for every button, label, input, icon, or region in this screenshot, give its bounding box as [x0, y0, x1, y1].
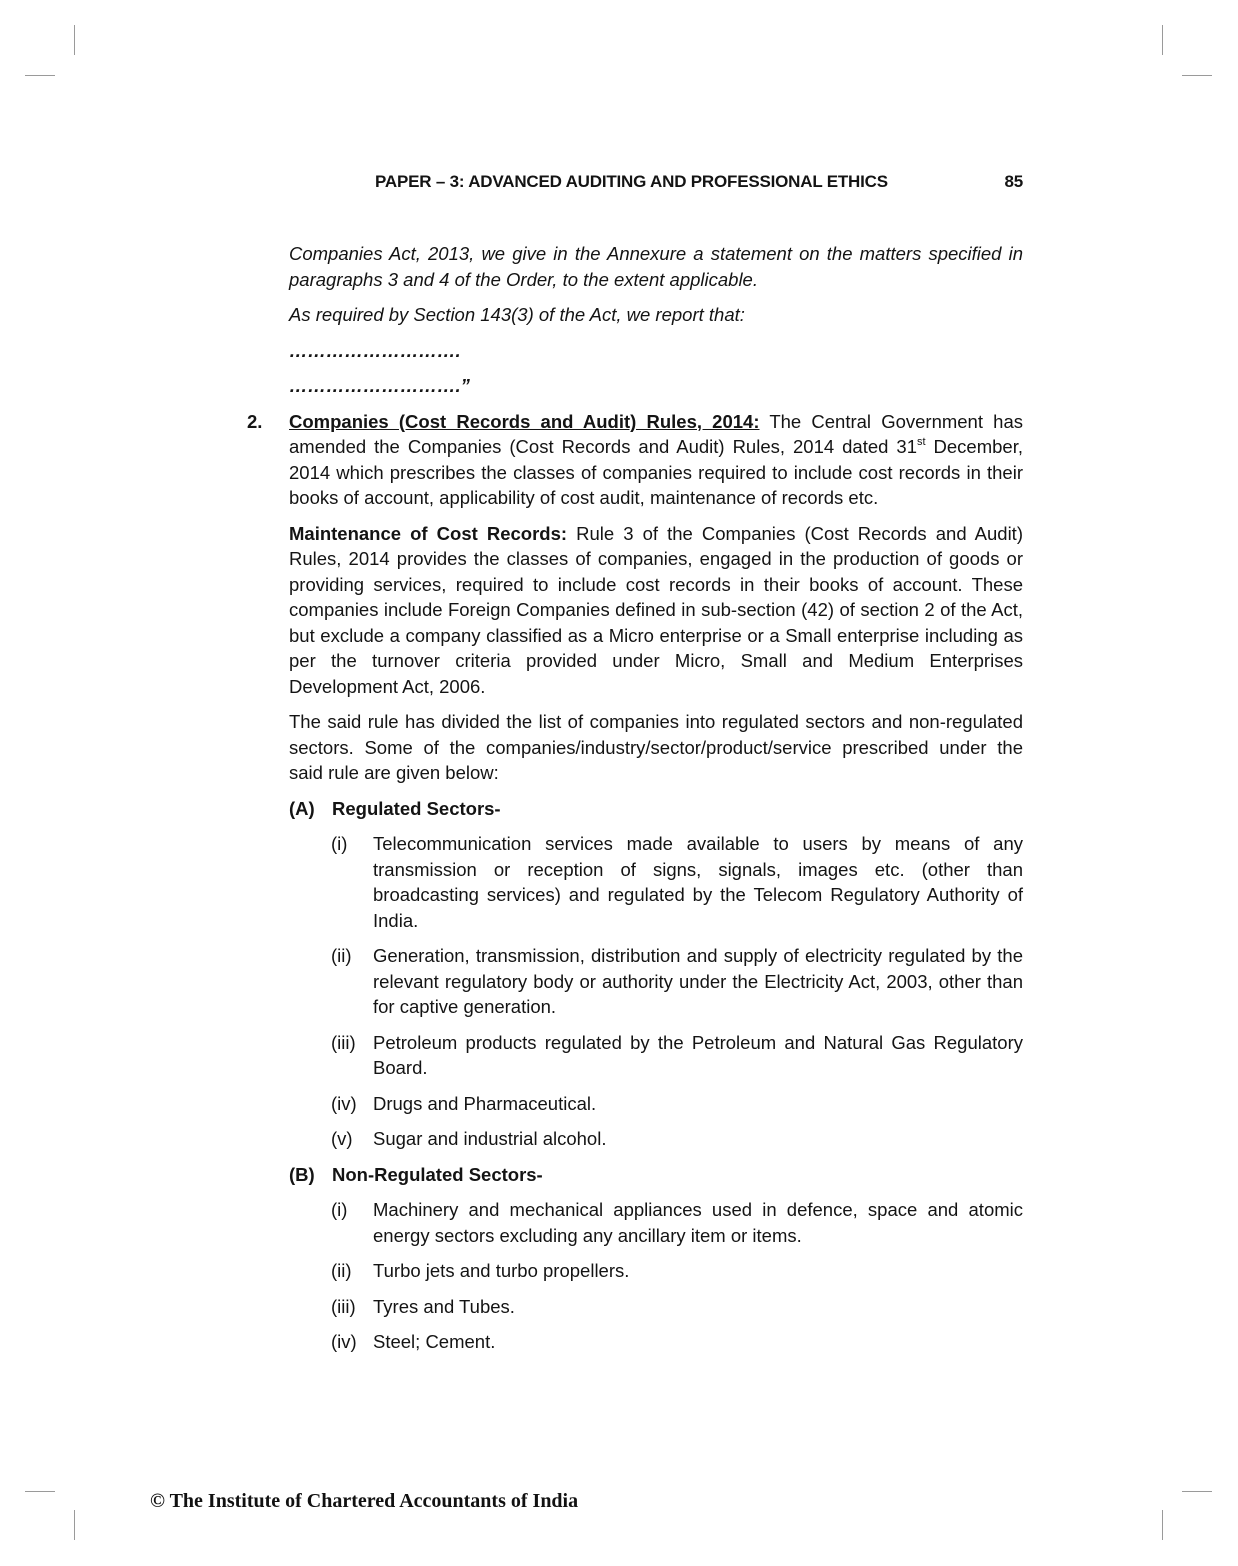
crop-mark — [25, 1491, 55, 1492]
item-number: (iv) — [331, 1331, 357, 1352]
item-number: (v) — [331, 1128, 353, 1149]
maintenance-heading: Maintenance of Cost Records: — [289, 522, 568, 544]
crop-mark — [1182, 75, 1212, 76]
section-number: 2. — [247, 411, 263, 432]
list-item — [331, 943, 1023, 1020]
crop-mark — [74, 1510, 75, 1540]
regulated-title: Regulated Sectors- — [332, 797, 501, 819]
item-text: Petroleum products regulated by the Petroleum and Natural Gas Regulatory Board. — [373, 1031, 1023, 1078]
item-number: (ii) — [331, 945, 352, 966]
list-item — [331, 1329, 1023, 1355]
list-item — [331, 1091, 1023, 1117]
item-number: (iv) — [331, 1092, 357, 1114]
running-header — [375, 172, 1023, 192]
item-text: Sugar and industrial alcohol. — [373, 1128, 607, 1149]
section-paragraph — [289, 409, 1023, 511]
list-item — [331, 1197, 1023, 1248]
list-item — [331, 831, 1023, 933]
item-number: (iii) — [331, 1031, 356, 1053]
ellipsis-line: ………………………. — [289, 339, 461, 361]
item-text: Drugs and Pharmaceutical. — [373, 1092, 597, 1114]
item-number: (i) — [331, 1199, 348, 1220]
crop-mark — [1182, 1491, 1212, 1492]
said-rule-paragraph: The said rule has divided the list of companies into regulated sectors and non-regulated sectors. Some of the companies/industry/sector/product/service prescribed under the said rule are given below: — [289, 711, 1023, 783]
item-text: Turbo jets and turbo propellers. — [373, 1260, 630, 1281]
item-number: (iii) — [331, 1295, 356, 1317]
crop-mark — [74, 25, 75, 55]
copyright-footer: © The Institute of Chartered Accountants of India — [150, 1490, 579, 1512]
page-number: 85 — [1004, 172, 1023, 191]
item-text: Steel; Cement. — [373, 1331, 496, 1352]
list-item — [331, 1294, 1023, 1320]
item-text: Machinery and mechanical appliances used in defence, space and atomic energy sectors excluding any ancillary item or items. — [373, 1199, 1023, 1246]
superscript: st — [916, 435, 926, 448]
item-number: (ii) — [331, 1260, 352, 1281]
item-text: Telecommunication services made available to users by means of any transmission or reception of signs, signals, images etc. (other than broadcasting services) and regulated by the Telecom Regulatory Authority of India. — [373, 833, 1023, 931]
non-regulated-title: Non-Regulated Sectors- — [332, 1163, 543, 1185]
list-item — [331, 1126, 1023, 1152]
list-item — [331, 1258, 1023, 1284]
header-title: PAPER – 3: ADVANCED AUDITING AND PROFESSIONAL ETHICS — [375, 172, 888, 191]
item-number: (i) — [331, 833, 348, 854]
crop-mark — [25, 75, 55, 76]
section-heading: Companies (Cost Records and Audit) Rules, 2014: — [289, 410, 760, 432]
section-text: The Central Government has amended the Companies (Cost Records and Audit) Rules, 2014 dated 31 — [289, 410, 1023, 457]
maintenance-paragraph — [289, 521, 1023, 700]
regulated-label: (A) — [289, 797, 315, 819]
maintenance-text: Rule 3 of the Companies (Cost Records and Audit) Rules, 2014 provides the classes of companies, engaged in the production of goods or providing services, required to include cost records in their books of account. These companies include Foreign Companies defined in sub-section (42) of section 2 of the Act, but exclude a company classified as a Micro enterprise or a Small enterprise including as per the turnover criteria provided under Micro, Small and Medium Enterprises Development Act, 2006. — [289, 522, 1023, 697]
intro-paragraph: As required by Section 143(3) of the Act, we report that: — [289, 304, 745, 325]
list-item — [331, 1030, 1023, 1081]
item-text: Generation, transmission, distribution and supply of electricity regulated by the relevant regulatory body or authority under the Electricity Act, 2003, other than for captive generation. — [373, 945, 1023, 1017]
non-regulated-heading — [289, 1162, 1023, 1188]
section-text: December, 2014 which prescribes the classes of companies required to include cost records in their books of account, applicability of cost audit, maintenance of records etc. — [289, 436, 1023, 508]
page-body — [289, 241, 1023, 1365]
item-text: Tyres and Tubes. — [373, 1295, 515, 1317]
regulated-heading — [289, 796, 1023, 822]
intro-paragraph: Companies Act, 2013, we give in the Annexure a statement on the matters specified in paragraphs 3 and 4 of the Order, to the extent applicable. — [289, 243, 1023, 290]
non-regulated-label: (B) — [289, 1163, 315, 1185]
crop-mark — [1162, 25, 1163, 55]
crop-mark — [1162, 1510, 1163, 1540]
ellipsis-line: ……………………….” — [289, 375, 470, 396]
